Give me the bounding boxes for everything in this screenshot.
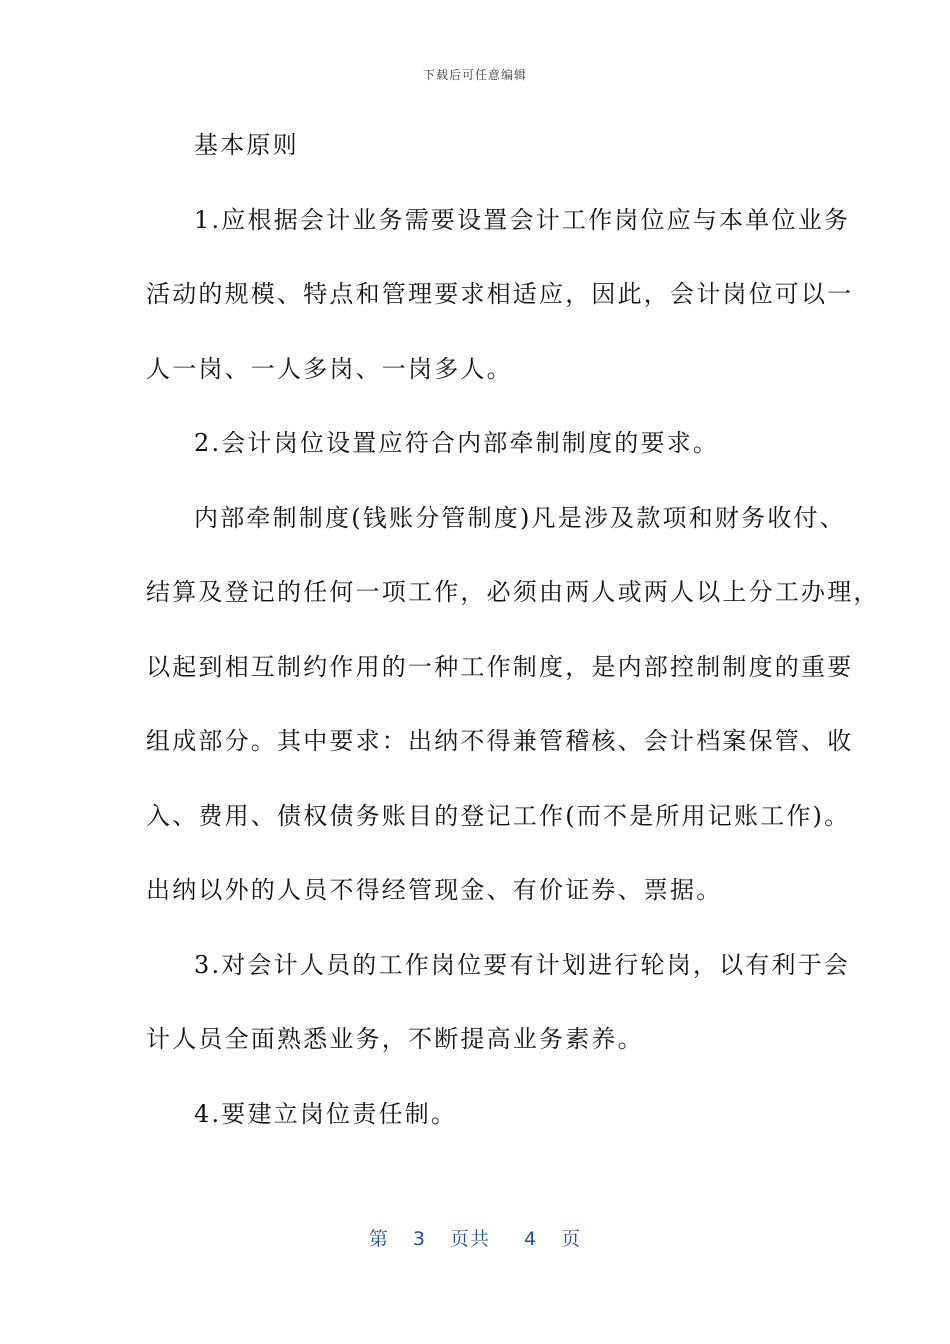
header-note: 下载后可任意编辑 — [422, 68, 527, 82]
current-page-number: 3 — [412, 1228, 426, 1250]
paragraph-line: 3.对会计人员的工作岗位要有计划进行轮岗，以有利于会 — [194, 950, 851, 979]
paragraph-line: 出纳以外的人员不得经管现金、有价证券、票据。 — [146, 876, 723, 904]
document-body — [146, 122, 880, 1165]
footer-middle: 页共 — [449, 1228, 490, 1250]
paragraph-line: 内部牵制制度(钱账分管制度)凡是涉及款项和财务收付、 — [194, 503, 846, 532]
paragraph-line: 2.会计岗位设置应符合内部牵制制度的要求。 — [194, 429, 720, 457]
total-pages-number: 4 — [524, 1228, 538, 1250]
paragraph-line: 活动的规模、特点和管理要求相适应，因此，会计岗位可以一 — [146, 280, 854, 308]
footer-suffix: 页 — [561, 1228, 582, 1250]
paragraph-line: 入、费用、债权债务账目的登记工作(而不是所用记账工作)。 — [146, 801, 851, 830]
paragraph-line: 结算及登记的任何一项工作，必须由两人或两人以上分工办理， — [146, 578, 880, 606]
paragraph-line: 4.要建立岗位责任制。 — [194, 1099, 458, 1128]
footer-prefix: 第 — [368, 1228, 389, 1250]
page-footer — [0, 1224, 950, 1251]
paragraph-line: 人一岗、一人多岗、一岗多人。 — [146, 354, 513, 383]
paragraph-line: 1.应根据会计业务需要设置会计工作岗位应与本单位业务 — [194, 205, 851, 234]
paragraph-line: 组成部分。其中要求：出纳不得兼管稽核、会计档案保管、收 — [146, 727, 854, 755]
paragraph-line: 计人员全面熟悉业务，不断提高业务素养。 — [146, 1025, 644, 1053]
paragraph-line: 以起到相互制约作用的一种工作制度，是内部控制制度的重要 — [146, 652, 854, 681]
section-heading: 基本原则 — [194, 131, 299, 159]
